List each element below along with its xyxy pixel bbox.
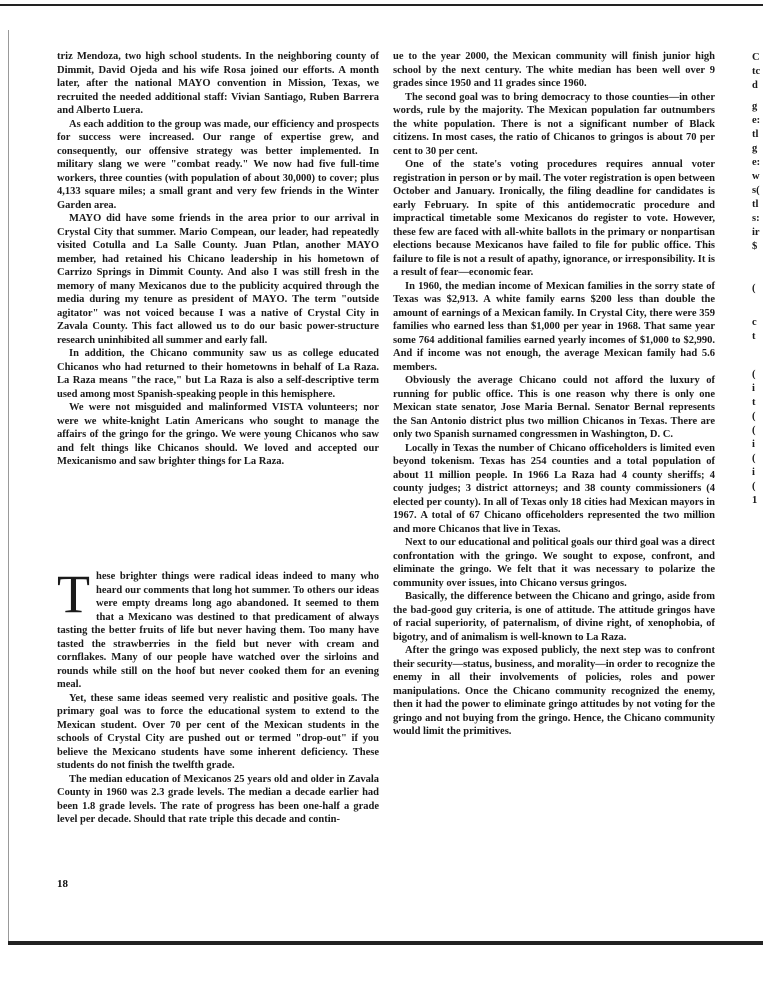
margin-fragment: g bbox=[752, 101, 758, 112]
margin-fragment: t bbox=[752, 397, 756, 408]
margin-fragment: tl bbox=[752, 199, 759, 210]
paragraph: Next to our educational and political goals our third goal was a direct confrontation with the gringo. We sought to expose, confront, and eliminate the gringo. We felt that it was necessary to polarize the community over issues, into Chicano versus gringos. bbox=[393, 537, 715, 589]
paragraph: In 1960, the median income of Mexican families in the sorry state of Texas was $2,913. A white family earns $200 less than double the amount of earnings of a Mexican family. In Crystal City, there were 359 families who earned less than $1,000 per year in 1968. That same year some 764 additional families earned yearly incomes of $1,000 to $2,990. And if income was not enough, the average Mexican family had 5.6 members. bbox=[393, 280, 715, 373]
margin-fragment: i bbox=[752, 383, 755, 394]
paragraph: triz Mendoza, two high school students. In the neighboring county of Dimmit, David Ojeda and his wife Rosa joined our efforts. A month later, after the national MAYO convention in Mission, Texas, we recruited the needed additional staff: Vivian Santiago, Ruben Barrera and Alberto Luera. bbox=[57, 51, 379, 116]
margin-fragment: C bbox=[752, 52, 760, 63]
margin-fragment: ( bbox=[752, 453, 756, 464]
paragraph: Basically, the difference between the Chicano and gringo, aside from the bad-good guy criteria, is one of attitude. The attitude gringos have of racial superiority, of paternalism, of divine right, of xenophobia, of bigotry, and of animalism is well-known to La Raza. bbox=[393, 591, 715, 643]
margin-fragment: ( bbox=[752, 411, 756, 422]
paragraph: After the gringo was exposed publicly, the next step was to confront their security—status, business, and morality—in order to recognize the enemy in all their involvements of policies, roles and power manipulations. Once the Chicano community recognized the enemy, then it had the power to eliminate gringo attitudes by not voting for the gringo and not buying from the gringo. Hence, the Chicano community would limit the primitives. bbox=[393, 645, 715, 737]
margin-fragment: i bbox=[752, 439, 755, 450]
margin-fragment: ir bbox=[752, 227, 760, 238]
margin-fragment: ( bbox=[752, 481, 756, 492]
margin-fragment: ( bbox=[752, 425, 756, 436]
left-column-lower bbox=[57, 564, 379, 827]
paragraph: MAYO did have some friends in the area prior to our arrival in Crystal City that summer. Mario Compean, our leader, had repeatedly visited Cotulla and La Salle County. Juan Ptlan, another MAYO member, had retained his Chicano leadership in his hometown of Carrizo Springs in Dimmit County. And also I was still fresh in the memory of many Mexicanos due to the publicity acquired through the media during my tenure as president of MAYO. The term "outside agitator" was not voiced because I was a native of Crystal City in Zavala County. This fact allowed us to do our basic power-structure research uninhibited all summer and early fall. bbox=[57, 213, 379, 346]
margin-fragment: w bbox=[752, 171, 760, 182]
margin-fragment: s( bbox=[752, 185, 760, 196]
paragraph: The second goal was to bring democracy to those counties—in other words, rule by the majority. The Mexican population far outnumbers the white population. There is not a significant number of Black citizens. In most cases, the ratio of Chicanos to gringos is about 70 per cent to 30 per cent. bbox=[393, 91, 715, 157]
margin-fragment: e: bbox=[752, 115, 761, 126]
paragraph-text: hese brighter things were radical ideas indeed to many who heard our comments that long hot summer. To others our ideas were empty dreams long ago abandoned. It seemed to them that a Mexicano was destined to that predicament of always tasting the better fruits of life but never having them. Too many have tasted the strawberries in the field but never with cream and cornflakes. Many of our people have watched over the sirloins and rounds while still on the hoof but never cooked them for an evening meal. bbox=[57, 571, 379, 690]
drop-cap: T bbox=[57, 564, 90, 624]
top-rule bbox=[0, 4, 763, 6]
paragraph: In addition, the Chicano community saw us as college educated Chicanos who had returned to their hometowns in behalf of La Raza. La Raza means "the race," but La Raza is also a self-descriptive term used among most Spanish-speaking people in this hemisphere. bbox=[57, 348, 379, 400]
margin-fragment: d bbox=[752, 80, 758, 91]
page-number: 18 bbox=[57, 878, 68, 890]
paragraph: We were not misguided and malinformed VISTA volunteers; nor were we white-knight Latin Americans who sought to manage the affairs of the gringo for the gringo. We were young Chicanos who saw and felt things like Chicanos should. We loved and accepted our Mexicanismo and saw brighter things for La Raza. bbox=[57, 402, 379, 467]
margin-fragment: ( bbox=[752, 369, 756, 380]
margin-fragment: t bbox=[752, 331, 756, 342]
margin-fragment: 1 bbox=[752, 495, 758, 506]
bottom-rule bbox=[8, 941, 763, 945]
margin-fragment: i bbox=[752, 467, 755, 478]
margin-fragment: $ bbox=[752, 241, 758, 252]
margin-fragment: tc bbox=[752, 66, 761, 77]
paragraph: The median education of Mexicanos 25 years old and older in Zavala County in 1960 was 2.3 grade levels. The median a decade earlier had been 1.8 grade levels. The rate of progress has been one-half a grade level per decade. Should that rate triple this decade and contin- bbox=[57, 773, 379, 825]
margin-fragment: ( bbox=[752, 283, 756, 294]
margin-fragment: c bbox=[752, 317, 757, 328]
paragraph bbox=[57, 564, 379, 692]
paragraph: Obviously the average Chicano could not afford the luxury of running for public office. This is one reason why there is only one Mexican state senator, Jose Maria Bernal. Senator Bernal represents the San Antonio district plus two million Chicanos in Texas. There are only two Spanish surnamed congressmen in Washington, D. C. bbox=[393, 375, 715, 440]
paragraph: One of the state's voting procedures requires annual voter registration in person or by mail. The voter registration is open between October and January. Ironically, the filing deadline for candidates is early February. In spite of this antidemocratic procedure and impractical timetable some Mexicanos do register to vote. However, these few are faced with all-white ballots in the primary or nonpartisan elections because Mexicanos have failed to file for public office. This failure to file is not a result of apathy, ignorance, or irresponsibility. It is a result of fear—economic fear. bbox=[393, 159, 715, 278]
paragraph: Locally in Texas the number of Chicano officeholders is limited even beyond tokenism. Texas has 254 counties and a total population of about 11 million people. In 1966 La Raza had 4 county sheriffs; 4 county judges; 3 district attorneys; and 38 county commissioners (4 elected per county). In all of Texas only 18 cities had Mexican mayors in 1967. A total of 67 Chicano officeholders represented the two million and more Chicanos that live in Texas. bbox=[393, 442, 715, 535]
paragraph: Yet, these same ideas seemed very realistic and positive goals. The primary goal was to force the educational system to extend to the Mexican student. Over 70 per cent of the Mexican students in the schools of Crystal City are pushed out or termed "drop-out" if you believe the Mexicano students have some inherent deficiency. These students do not finish the twelfth grade. bbox=[57, 692, 379, 771]
left-binding-rule bbox=[8, 30, 9, 942]
paragraph: As each addition to the group was made, our efficiency and prospects for success were increased. Our range of expertise grew, and consequently, our offensive strategy was better implemented. In military slang we were "combat ready." We now had five full-time workers, three counties (with population of about 30,000) to cover; plus 4,133 square miles; a small grant and very few friends in the Winter Garden area. bbox=[57, 118, 379, 211]
margin-fragment: g bbox=[752, 143, 758, 154]
margin-fragment: e: bbox=[752, 157, 761, 168]
margin-fragment: tl bbox=[752, 129, 759, 140]
paragraph: ue to the year 2000, the Mexican community will finish junior high school by the next century. The white median has been well over 9 grades since 1950 and 11 grades since 1960. bbox=[393, 51, 715, 89]
margin-fragment: s: bbox=[752, 213, 760, 224]
middle-column bbox=[393, 50, 715, 739]
left-column-upper bbox=[57, 50, 379, 469]
